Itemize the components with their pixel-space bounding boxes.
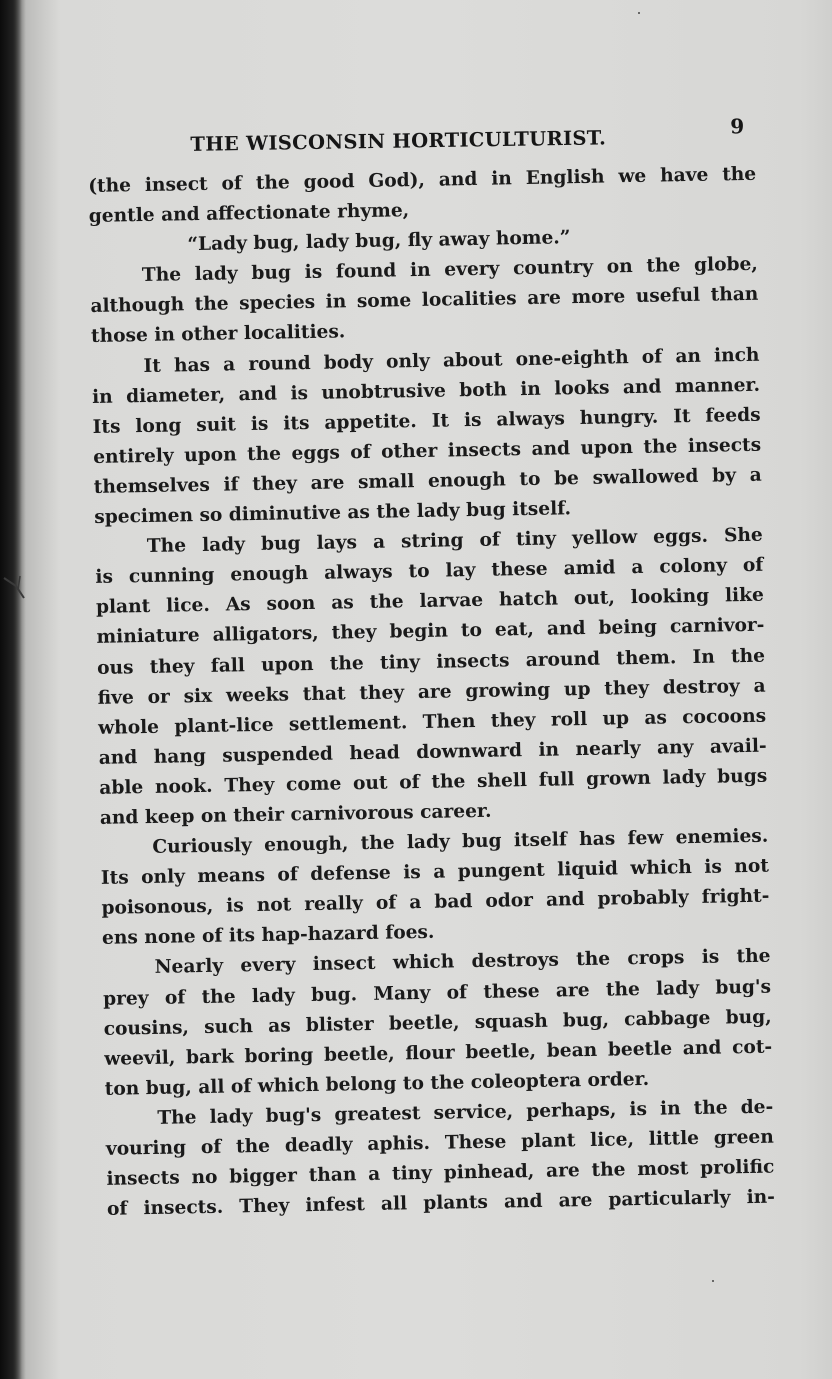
text-line: gentle and affectionate rhyme, <box>88 200 410 228</box>
text-line: is cunning enough always to lay these amid a colony of <box>95 554 764 589</box>
text-line: whole plant-lice settlement. Then they roll up as cocoons <box>97 705 767 739</box>
text-line: vouring of the deadly aphis. These plant lice, little green <box>105 1126 774 1160</box>
text-line: and keep on their carnivorous career. <box>99 800 492 829</box>
text-line: Its only means of defense is a pungent liquid which is not <box>100 855 770 890</box>
text-line: entirely upon the eggs of other insects and upon the insects <box>93 434 762 468</box>
text-line: Nearly every insect which destroys the crops is the <box>154 946 771 979</box>
text-line: (the insect of the good God), and in English we have the <box>88 163 757 197</box>
page-header <box>120 108 761 158</box>
text-line: cousins, such as blister beetle, squash bug, cabbage bug, <box>103 1006 772 1040</box>
text-line: The lady bug is found in every country on the globe, <box>141 254 759 287</box>
page-number: 9 <box>730 114 745 139</box>
text-line: Its long suit is its appetite. It is always hungry. It feeds <box>92 404 761 438</box>
text-line: The lady bug's greatest service, perhaps, is in the de- <box>157 1096 774 1129</box>
text-line: in diameter, and is unobtrusive both in looks and manner. <box>91 374 761 408</box>
verse-line: “Lady bug, lady bug, fly away home.” <box>187 227 571 256</box>
text-line: able nook. They come out of the shell full grown lady bugs <box>99 765 768 799</box>
text-line: plant lice. As soon as the larvae hatch out, looking like <box>95 585 765 619</box>
text-line: those in other localities. <box>90 321 346 348</box>
text-line: weevil, bark boring beetle, flour beetle, bean beetle and cot- <box>104 1036 773 1070</box>
text-line: ens none of its hap-hazard foes. <box>101 922 435 950</box>
text-line: themselves if they are small enough to be swallowed by a <box>93 464 762 498</box>
text-line: miniature alligators, they begin to eat, and being carnivor- <box>96 615 765 649</box>
text-line: ton bug, all of which belong to the coleoptera order. <box>104 1068 650 1100</box>
text-line: Curiously enough, the lady bug itself has few enemies. <box>152 825 769 858</box>
text-line: five or six weeks that they are growing up they destroy a <box>97 675 766 709</box>
text-line: although the species in some localities are more useful than <box>90 284 759 318</box>
scan-speck <box>712 1280 714 1282</box>
text-line: prey of the lady bug. Many of these are the lady bug's <box>102 976 772 1010</box>
scan-speck <box>638 12 640 14</box>
text-line: of insects. They infest all plants and are particularly in- <box>106 1186 776 1221</box>
margin-mark <box>2 572 32 612</box>
text-line: ous they fall upon the tiny insects around them. In the <box>96 645 766 679</box>
binding-shadow <box>0 0 22 1379</box>
text-line: and hang suspended head downward in nearly any avail- <box>98 735 767 769</box>
body-text <box>88 160 775 1225</box>
running-head: THE WISCONSIN HORTICULTURIST. <box>190 126 607 156</box>
text-line: insects no bigger than a tiny pinhead, are the most prolific <box>106 1156 775 1190</box>
text-line: The lady bug lays a string of tiny yellow eggs. She <box>146 524 763 558</box>
text-line: poisonous, is not really of a bad odor and probably fright- <box>101 885 770 920</box>
text-line: specimen so diminutive as the lady bug itself. <box>94 498 572 528</box>
text-line: It has a round body only about one-eighth of an inch <box>143 344 760 377</box>
